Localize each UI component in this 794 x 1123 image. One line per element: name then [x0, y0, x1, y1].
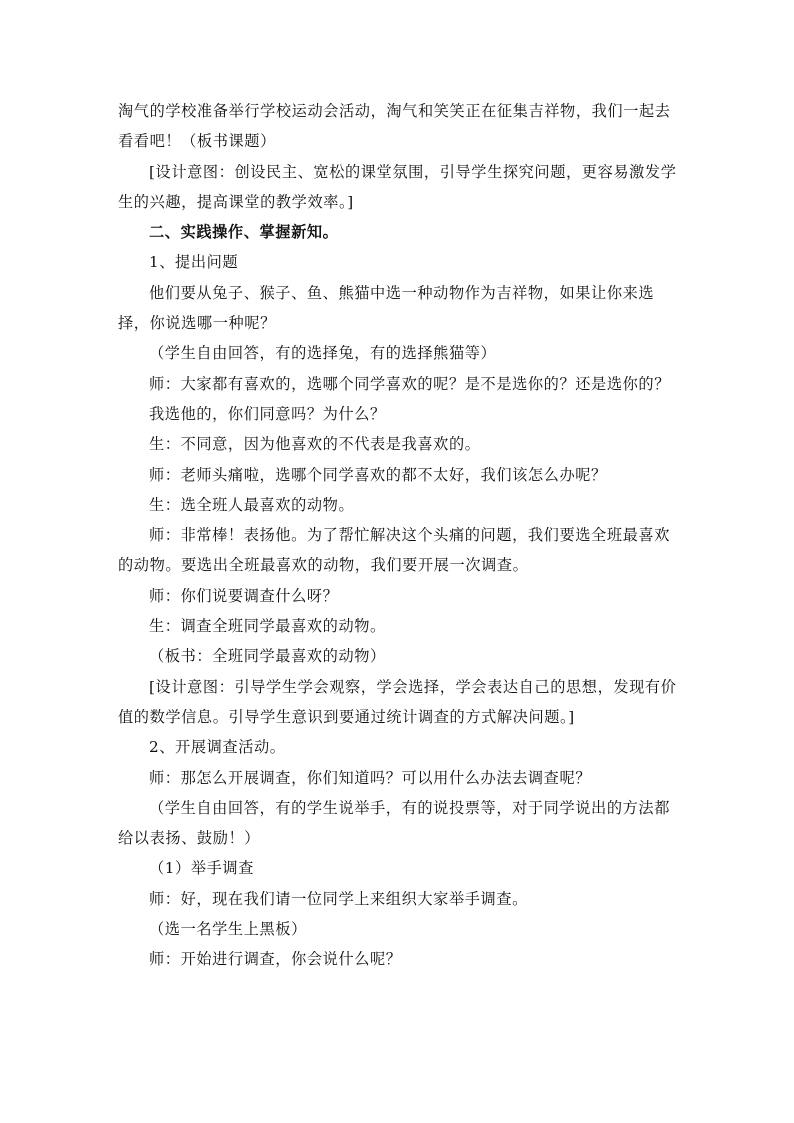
- paragraph-teacher-5: 师：那怎么开展调查，你们知道吗？可以用什么办法去调查呢？: [149, 768, 592, 787]
- paragraph-question: 他们要从兔子、猴子、鱼、熊猫中选一种动物作为吉祥物，如果让你来选择，你说选哪一种呢？: [118, 283, 655, 333]
- section-heading: 二、实践操作、掌握新知。: [149, 223, 339, 242]
- paragraph-select-student: （选一名学生上黑板）: [149, 920, 307, 939]
- subheading-survey: 2、开展调查活动。: [149, 738, 286, 757]
- paragraph-board-note: （板书：全班同学最喜欢的动物）: [149, 647, 386, 666]
- paragraph-teacher-1: 师：大家都有喜欢的，选哪个同学喜欢的呢？是不是选你的？还是选你的？: [149, 374, 670, 393]
- paragraph-student-1: 生：不同意，因为他喜欢的不代表是我喜欢的。: [149, 435, 481, 454]
- paragraph-design-intent-2: [设计意图：引导学生学会观察，学会选择，学会表达自己的思想，发现有价值的数学信息。引导学生意识到要通过统计调查的方式解决问题。]: [118, 677, 677, 726]
- paragraph-student-3: 生：调查全班同学最喜欢的动物。: [149, 617, 386, 636]
- subheading-ask-question: 1、提出问题: [149, 253, 239, 272]
- paragraph-intro: 淘气的学校准备举行学校运动会活动，淘气和笑笑正在征集吉祥物，我们一起去看看吧！（板书课题）: [118, 102, 671, 151]
- paragraph-student-answer-2: （学生自由回答，有的学生说举手，有的说投票等，对于同学说出的方法都给以表扬、鼓励！）: [118, 798, 670, 848]
- paragraph-teacher-3: 师：非常棒！表扬他。为了帮忙解决这个头痛的问题，我们要选全班最喜欢的动物。要选出全班最喜欢的动物，我们要开展一次调查。: [118, 526, 670, 575]
- paragraph-teacher-4: 师：你们说要调查什么呀？: [149, 586, 339, 605]
- paragraph-teacher-2: 师：老师头痛啦，选哪个同学喜欢的都不太好，我们该怎么办呢？: [149, 465, 607, 484]
- subheading-hand-survey: （1）举手调查: [149, 859, 254, 878]
- paragraph-teacher-6: 师：好，现在我们请一位同学上来组织大家举手调查。: [149, 889, 528, 908]
- paragraph-design-intent-1: [设计意图：创设民主、宽松的课堂氛围，引导学生探究问题，更容易激发学生的兴趣，提高课堂的教学效率。]: [118, 162, 677, 211]
- document-body: [118, 96, 678, 975]
- paragraph-student-answer-1: （学生自由回答，有的选择兔，有的选择熊猫等）: [149, 344, 497, 363]
- paragraph-teacher-7: 师：开始进行调查，你会说什么呢？: [149, 950, 402, 969]
- paragraph-student-2: 生：选全班人最喜欢的动物。: [149, 495, 355, 514]
- paragraph-teacher-1b: 我选他的，你们同意吗？为什么？: [149, 404, 386, 423]
